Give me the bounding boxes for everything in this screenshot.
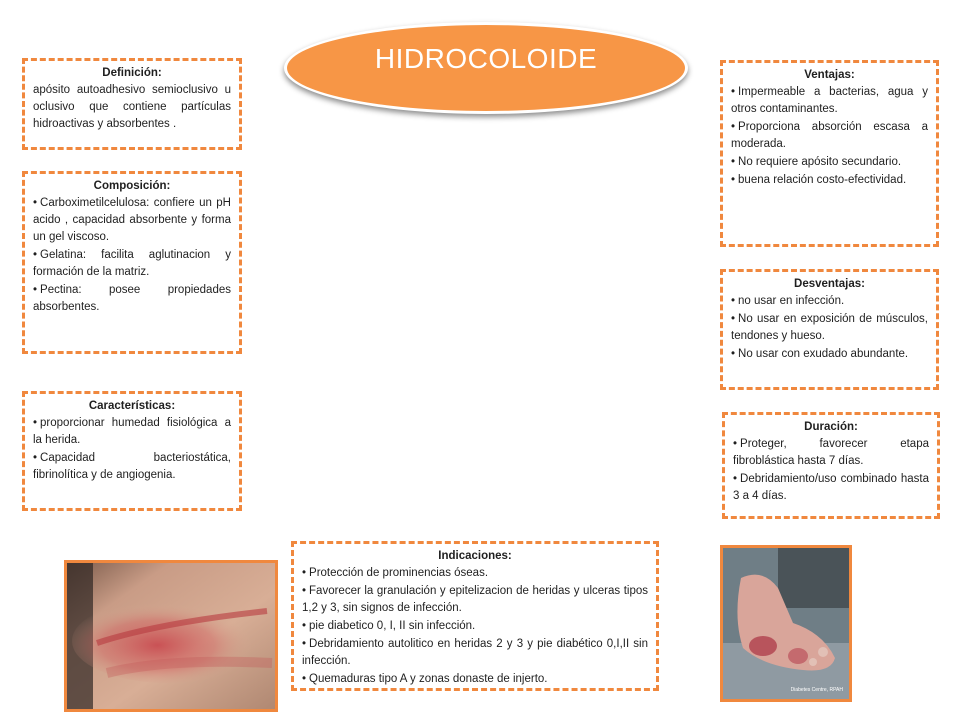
duracion-box [722, 412, 940, 519]
list-item: • Debridamiento/uso combinado hasta 3 a 4 días. [733, 471, 929, 505]
list-item: • Capacidad bacteriostática, fibrinolítica y de angiogenia. [33, 450, 231, 484]
page-title: HIDROCOLOIDE [374, 43, 598, 74]
list-item: • Favorecer la granulación y epitelizacion de heridas y ulceras tipos 1,2 y 3, sin signos de infección. [302, 583, 648, 617]
indicaciones-heading: Indicaciones: [438, 550, 512, 562]
foot-image [723, 548, 849, 699]
indicaciones-box [291, 541, 659, 691]
list-item: • No requiere apósito secundario. [731, 154, 928, 171]
definicion-box [22, 58, 242, 150]
list-item: • No usar con exudado abundante. [731, 346, 928, 363]
desventajas-list [731, 293, 928, 363]
definicion-heading: Definición: [102, 67, 162, 79]
composicion-list [33, 195, 231, 316]
caracteristicas-heading: Características: [88, 400, 176, 412]
ventajas-box [720, 60, 939, 247]
definicion-text: apósito autoadhesivo semioclusivo u oclusivo que contiene partículas hidroactivas y absorbentes . [33, 84, 231, 130]
list-item: • Protección de prominencias óseas. [302, 565, 648, 582]
list-item: • buena relación costo-efectividad. [731, 172, 928, 189]
title-ellipse [284, 22, 688, 114]
photo-caption: Diabetes Centre, RPAH [790, 687, 843, 693]
list-item: • pie diabetico 0, I, II sin infección. [302, 618, 648, 635]
list-item: • Pectina: posee propiedades absorbentes. [33, 282, 231, 316]
list-item: • Proporciona absorción escasa a moderada. [731, 119, 928, 153]
indicaciones-list [302, 565, 648, 688]
list-item: • Debridamiento autolitico en heridas 2 y 3 y pie diabético 0,I,II sin infección. [302, 636, 648, 670]
desventajas-box [720, 269, 939, 390]
duracion-list [733, 436, 929, 505]
desventajas-heading: Desventajas: [794, 278, 865, 290]
caracteristicas-list [33, 415, 231, 484]
caracteristicas-box [22, 391, 242, 511]
composicion-heading: Composición: [93, 180, 171, 192]
list-item: • Carboximetilcelulosa: confiere un pH acido , capacidad absorbente y forma un gel viscoso. [33, 195, 231, 246]
ventajas-heading: Ventajas: [804, 69, 855, 81]
wound-image [67, 563, 275, 709]
duracion-heading: Duración: [804, 421, 858, 433]
list-item: • Gelatina: facilita aglutinacion y formación de la matriz. [33, 247, 231, 281]
ventajas-list [731, 84, 928, 189]
composicion-box [22, 171, 242, 354]
list-item: • Quemaduras tipo A y zonas donaste de injerto. [302, 671, 648, 688]
foot-photo [720, 545, 852, 702]
list-item: • No usar en exposición de músculos, tendones y hueso. [731, 311, 928, 345]
list-item: • no usar en infección. [731, 293, 928, 310]
wound-photo [64, 560, 278, 712]
list-item: • proporcionar humedad fisiológica a la herida. [33, 415, 231, 449]
list-item: • Proteger, favorecer etapa fibroblástica hasta 7 días. [733, 436, 929, 470]
list-item: • Impermeable a bacterias, agua y otros contaminantes. [731, 84, 928, 118]
